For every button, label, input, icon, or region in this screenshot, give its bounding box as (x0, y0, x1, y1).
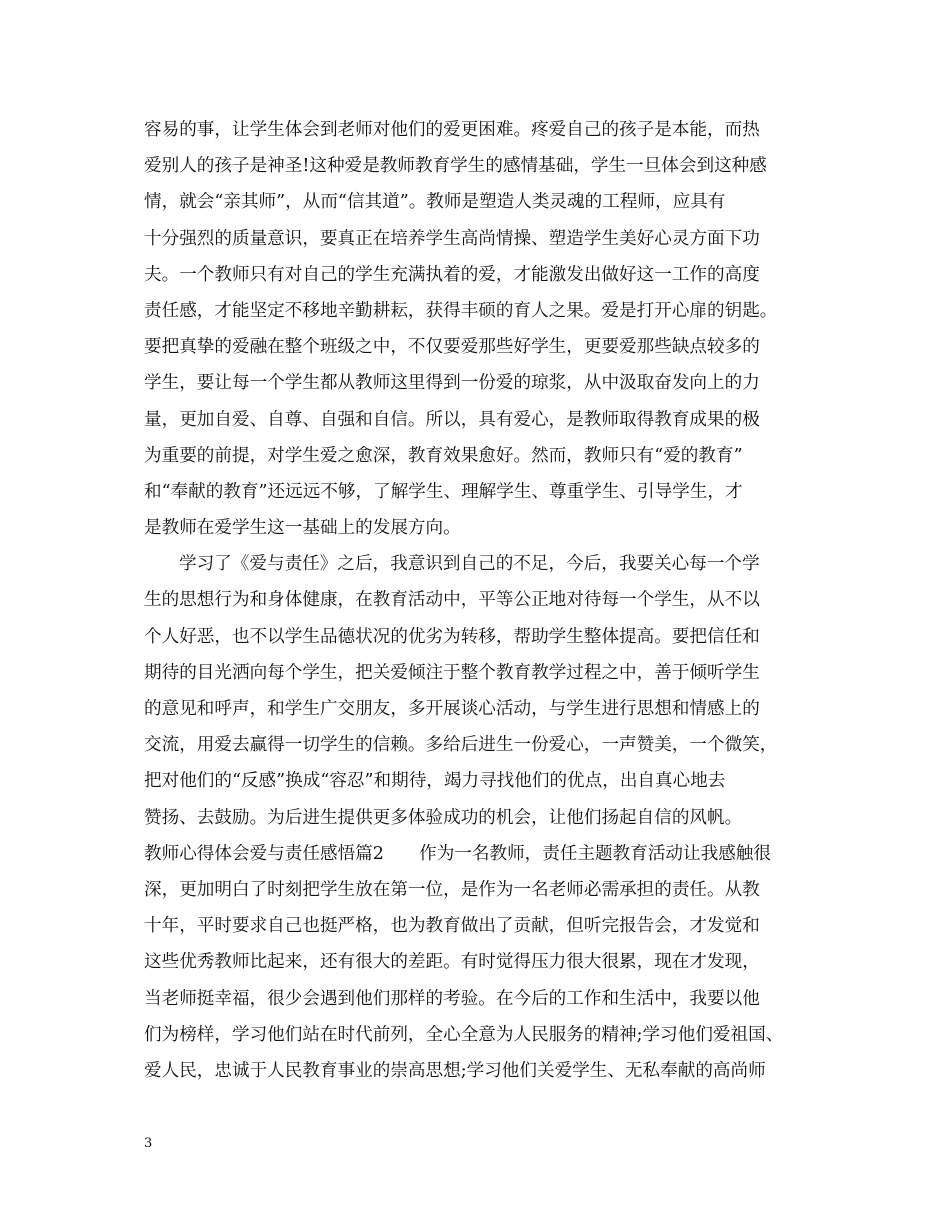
text-line: 期待的目光洒向每个学生，把关爱倾注于整个教育教学过程之中，善于倾听学生 (144, 662, 760, 683)
text-line: 个人好恶，也不以学生品德状况的优劣为转移，帮助学生整体提高。要把信任和 (144, 626, 760, 647)
page-number: 3 (144, 1136, 153, 1151)
text-line: 赞扬、去鼓励。为后进生提供更多体验成功的机会，让他们扬起自信的风帆。 (144, 807, 743, 828)
text-line: 爱人民，忠诚于人民教育事业的崇高思想;学习他们关爱学生、无私奉献的高尚师 (144, 1060, 766, 1081)
text-line: 十分强烈的质量意识，要真正在培养学生高尚情操、塑造学生美好心灵方面下功 (144, 228, 760, 249)
text-line: 这些优秀教师比起来，还有很大的差距。有时觉得压力很大很累，现在才发现， (144, 952, 760, 973)
text-line: 爱别人的孩子是神圣!这种爱是教师教育学生的感情基础，学生一旦体会到这种感 (144, 156, 767, 177)
text-line: 教师心得体会爱与责任感悟篇2 作为一名教师，责任主题教育活动让我感触很 (144, 843, 771, 864)
text-line: 和“奉献的教育”还远远不够，了解学生、理解学生、尊重学生、引导学生，才 (144, 481, 743, 502)
text-line: 们为榜样，学习他们站在时代前列，全心全意为人民服务的精神;学习他们爱祖国、 (144, 1024, 784, 1045)
body-text (144, 112, 834, 1089)
text-line: 深，更加明白了时刻把学生放在第一位，是作为一名老师必需承担的责任。从教 (144, 879, 760, 900)
text-line: 量，更加自爱、自尊、自强和自信。所以，具有爱心，是教师取得教育成果的极 (144, 409, 760, 430)
text-line: 情，就会“亲其师”，从而“信其道”。教师是塑造人类灵魂的工程师，应具有 (144, 192, 726, 213)
text-line: 的意见和呼声，和学生广交朋友，多开展谈心活动，与学生进行思想和情感上的 (144, 699, 760, 719)
text-line: 十年，平时要求自己也挺严格，也为教育做出了贡献，但听完报告会，才发觉和 (144, 916, 760, 937)
text-line: 学生，要让每一个学生都从教师这里得到一份爱的琼浆，从中汲取奋发向上的力 (144, 373, 760, 394)
text-line: 责任感，才能坚定不移地辛勤耕耘，获得丰硕的育人之果。爱是打开心扉的钥匙。 (144, 300, 778, 321)
text-line: 为重要的前提，对学生爱之愈深，教育效果愈好。然而，教师只有“爱的教育” (144, 445, 743, 466)
text-line: 把对他们的“反感”换成“容忍”和期待，竭力寻找他们的优点，出自真心地去 (144, 771, 726, 792)
text-line: 是教师在爱学生这一基础上的发展方向。 (144, 518, 461, 539)
text-line: 生的思想行为和身体健康，在教育活动中，平等公正地对待每一个学生，从不以 (144, 590, 760, 611)
text-line: 交流，用爱去赢得一切学生的信赖。多给后进生一份爱心，一声赞美，一个微笑， (144, 735, 778, 756)
text-line: 当老师挺幸福，很少会遇到他们那样的考验。在今后的工作和生活中，我要以他 (144, 988, 760, 1009)
text-line: 容易的事，让学生体会到老师对他们的爱更困难。疼爱自己的孩子是本能，而热 (144, 120, 760, 140)
text-line: 夫。一个教师只有对自己的学生充满执着的爱，才能激发出做好这一工作的高度 (144, 264, 760, 285)
text-line: 学习了《爱与责任》之后，我意识到自己的不足，今后，我要关心每一个学 (179, 554, 760, 575)
text-line: 要把真挚的爱融在整个班级之中，不仅要爱那些好学生，更要爱那些缺点较多的 (144, 337, 760, 358)
